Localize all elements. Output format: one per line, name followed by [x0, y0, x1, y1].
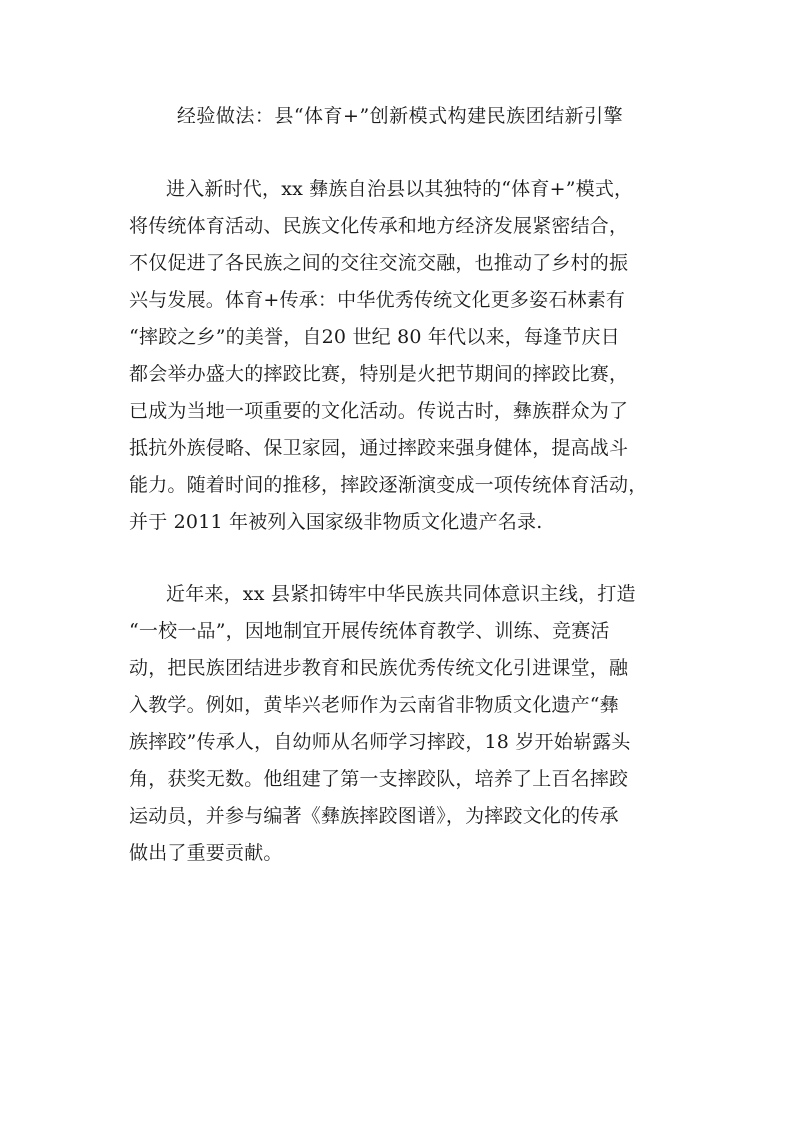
paragraph-2-line-3: 动，把民族团结进步教育和民族优秀传统文化引进课堂，融 [129, 657, 629, 679]
paragraph-1-line-4: 兴与发展。体育+传承：中华优秀传统文化更多姿石林素有 [129, 289, 626, 311]
paragraph-1-line-3: 不仅促进了各民族之间的交往交流交融，也推动了乡村的振 [129, 252, 629, 274]
paragraph-2-line-1: 近年来，xx 县紧扣铸牢中华民族共同体意识主线，打造 [166, 583, 636, 605]
paragraph-1-line-10: 并于 2011 年被列入国家级非物质文化遗产名录. [129, 511, 543, 533]
paragraph-1-line-7: 已成为当地一项重要的文化活动。传说古时，彝族群众为了 [129, 400, 629, 422]
paragraph-1-line-1: 进入新时代，xx 彝族自治县以其独特的“体育+”模式， [166, 178, 634, 200]
paragraph-1-line-6: 都会举办盛大的摔跤比赛，特别是火把节期间的摔跤比赛， [129, 363, 629, 385]
paragraph-2-line-8: 做出了重要贡献。 [129, 842, 283, 864]
paragraph-2-line-5: 族摔跤”传承人，自幼师从名师学习摔跤，18 岁开始崭露头 [129, 731, 631, 753]
paragraph-2-line-7: 运动员，并参与编著《彝族摔跤图谱》，为摔跤文化的传承 [129, 805, 619, 827]
document-title: 经验做法：县“体育+”创新模式构建民族团结新引擎 [176, 105, 624, 127]
paragraph-2-line-6: 角，获奖无数。他组建了第一支摔跤队，培养了上百名摔跤 [129, 768, 629, 790]
paragraph-2-line-4: 入教学。例如，黄毕兴老师作为云南省非物质文化遗产“彝 [129, 694, 619, 716]
paragraph-1-line-8: 抵抗外族侵略、保卫家园，通过摔跤来强身健体，提高战斗 [129, 437, 629, 459]
paragraph-2-line-2: “一校一品”，因地制宜开展传统体育教学、训练、竞赛活 [129, 620, 610, 642]
paragraph-1-line-5: “摔跤之乡”的美誉，自20 世纪 80 年代以来，每逢节庆日 [129, 326, 620, 348]
paragraph-1-line-9: 能力。随着时间的推移，摔跤逐渐演变成一项传统体育活动， [129, 474, 648, 496]
paragraph-1-line-2: 将传统体育活动、民族文化传承和地方经济发展紧密结合， [129, 215, 629, 237]
